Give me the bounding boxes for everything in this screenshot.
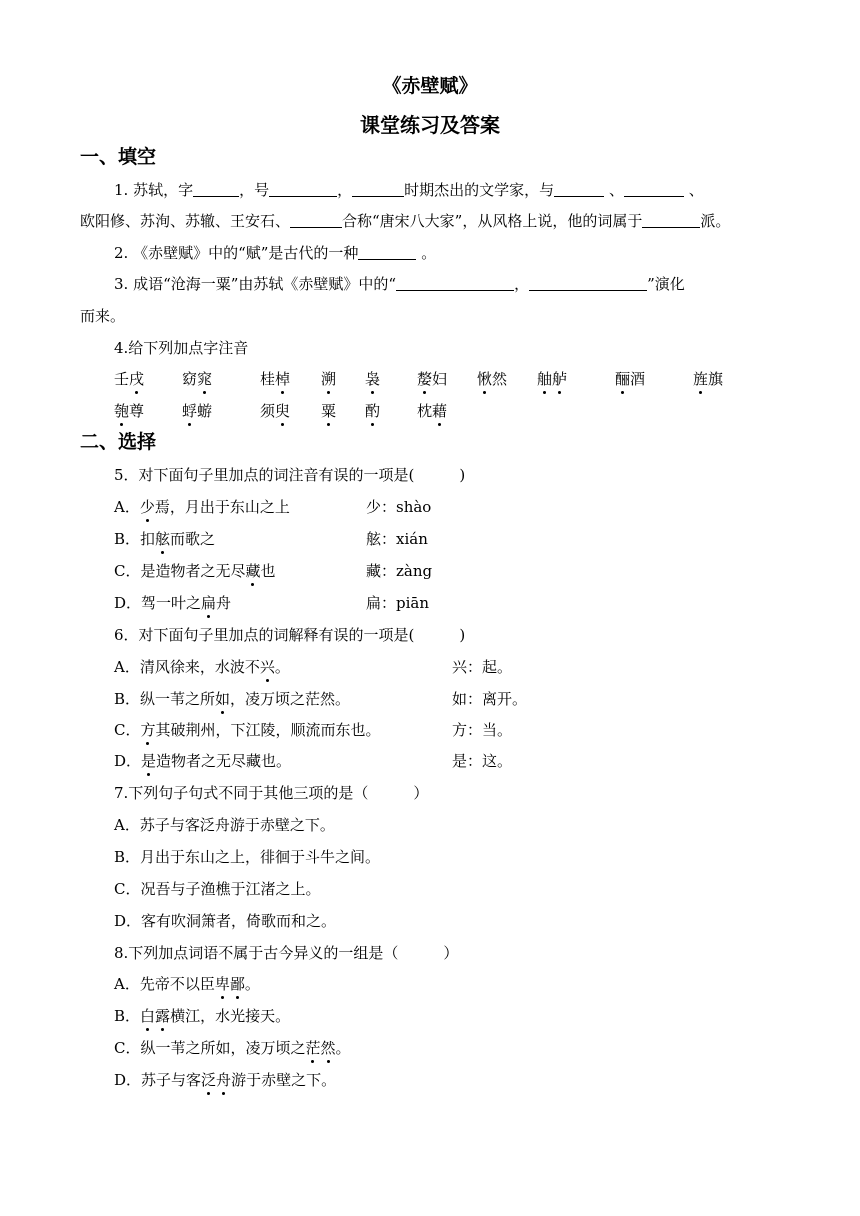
q5-option-a[interactable]: A．少焉，月出于东山之上 xyxy=(114,498,290,516)
question-1-number: 1. xyxy=(114,181,129,199)
q6-option-a[interactable]: A．清风徐来，水波不兴。 xyxy=(114,658,290,676)
vocab-word: 窈窕 xyxy=(182,370,213,388)
q8-option-c[interactable]: C．纵一苇之所如，凌万顷之茫然。 xyxy=(114,1039,351,1057)
q7-option-b[interactable]: B．月出于东山之上，徘徊于斗牛之间。 xyxy=(114,848,381,866)
q3-text: ， xyxy=(514,275,530,293)
vocab-word: 酾酒 xyxy=(615,370,646,388)
question-6-stem: 6．对下面句子里加点的词解释有误的一项是( ) xyxy=(114,626,466,644)
question-3-line-2: 而来。 xyxy=(80,307,126,325)
answer-blank-writer-3[interactable] xyxy=(290,211,342,228)
vocab-word: 溯 xyxy=(321,370,337,388)
vocab-word: 袅 xyxy=(365,370,381,388)
q1-text: 、 xyxy=(688,181,704,199)
q1-text: 欧阳修、苏洵、苏辙、王安石、 xyxy=(80,212,291,230)
q6-option-b[interactable]: B．纵一苇之所如，凌万顷之茫然。 xyxy=(114,690,351,708)
q1-text: ，号 xyxy=(239,181,270,199)
q1-text: 合称“唐宋八大家”，从风格上说，他的词属于 xyxy=(342,212,643,230)
question-1-line-1 xyxy=(114,180,704,200)
vocab-word: 匏尊 xyxy=(114,402,145,420)
question-1-line-2 xyxy=(80,211,730,231)
q7-option-c[interactable]: C．况吾与子渔樵于江渚之上。 xyxy=(114,880,321,898)
q6-option-d[interactable]: D．是造物者之无尽藏也。 xyxy=(114,752,292,770)
vocab-word: 舳舻 xyxy=(537,370,568,388)
question-2 xyxy=(114,243,436,263)
q6-option-b-answer: 如：离开。 xyxy=(452,690,528,708)
q1-text: ， xyxy=(337,181,353,199)
vocab-word: 酌 xyxy=(365,402,381,420)
q8-option-a[interactable]: A．先帝不以臣卑鄙。 xyxy=(114,975,260,993)
answer-blank-writer-2[interactable] xyxy=(624,180,684,197)
vocab-word: 蜉蝣 xyxy=(182,402,213,420)
q1-text: 、 xyxy=(608,181,624,199)
q5-option-d-answer: 扁：piān xyxy=(366,594,430,612)
page-subtitle: 课堂练习及答案 xyxy=(360,113,500,137)
q3-text: 3. 成语“沧海一粟”由苏轼《赤壁赋》中的“ xyxy=(114,275,397,293)
vocab-word: 须臾 xyxy=(260,402,291,420)
vocab-word: 愀然 xyxy=(477,370,508,388)
q7-option-d[interactable]: D．客有吹洞箫者，倚歌而和之。 xyxy=(114,912,337,930)
q5-option-c[interactable]: C．是造物者之无尽藏也 xyxy=(114,562,276,580)
question-8-stem: 8.下列加点词语不属于古今异义的一组是（ ） xyxy=(114,944,459,962)
q8-option-b[interactable]: B．白露横江，水光接天。 xyxy=(114,1007,291,1025)
question-5-stem: 5．对下面句子里加点的词注音有误的一项是( ) xyxy=(114,466,466,484)
q1-text: 苏轼，字 xyxy=(133,181,194,199)
q1-text: 派。 xyxy=(700,212,731,230)
answer-blank-quote-2[interactable] xyxy=(529,274,647,291)
answer-blank-dynasty[interactable] xyxy=(352,180,404,197)
vocab-word: 旌旗 xyxy=(693,370,724,388)
q6-option-c[interactable]: C．方其破荆州，下江陵，顺流而东也。 xyxy=(114,721,381,739)
q6-option-a-answer: 兴：起。 xyxy=(452,658,513,676)
q5-option-b[interactable]: B．扣舷而歌之 xyxy=(114,530,216,548)
answer-blank-style-name[interactable] xyxy=(193,180,239,197)
vocab-word: 壬戌 xyxy=(114,370,145,388)
section-heading-fill-blank: 一、填空 xyxy=(80,146,157,168)
question-3-line-1 xyxy=(114,274,685,294)
q1-text: 时期杰出的文学家，与 xyxy=(404,181,555,199)
q2-text: 2. 《赤壁赋》中的“赋”是古代的一种 xyxy=(114,244,359,262)
answer-blank-pen-name[interactable] xyxy=(269,180,337,197)
answer-blank-genre[interactable] xyxy=(358,243,416,260)
q7-option-a[interactable]: A．苏子与客泛舟游于赤壁之下。 xyxy=(114,816,335,834)
answer-blank-writer-1[interactable] xyxy=(554,180,604,197)
question-4-label: 4.给下列加点字注音 xyxy=(114,339,249,357)
q5-option-b-answer: 舷：xián xyxy=(366,530,428,548)
vocab-word: 嫠妇 xyxy=(417,370,448,388)
page-title: 《赤壁赋》 xyxy=(382,75,478,97)
answer-blank-quote-1[interactable] xyxy=(396,274,514,291)
q3-text: ”演化 xyxy=(647,275,685,293)
answer-blank-school[interactable] xyxy=(642,211,700,228)
q6-option-c-answer: 方：当。 xyxy=(452,721,513,739)
q8-option-d[interactable]: D．苏子与客泛舟游于赤壁之下。 xyxy=(114,1071,337,1089)
vocab-word: 桂棹 xyxy=(260,370,291,388)
q5-option-d[interactable]: D．驾一叶之扁舟 xyxy=(114,594,232,612)
vocab-word: 枕藉 xyxy=(417,402,448,420)
section-heading-choice: 二、选择 xyxy=(80,431,157,453)
q5-option-a-answer: 少：shào xyxy=(366,498,432,516)
q2-text: 。 xyxy=(421,244,437,262)
question-7-stem: 7.下列句子句式不同于其他三项的是（ ） xyxy=(114,784,429,802)
q5-option-c-answer: 藏：zàng xyxy=(366,562,433,580)
vocab-word: 粟 xyxy=(321,402,337,420)
q6-option-d-answer: 是：这。 xyxy=(452,752,513,770)
